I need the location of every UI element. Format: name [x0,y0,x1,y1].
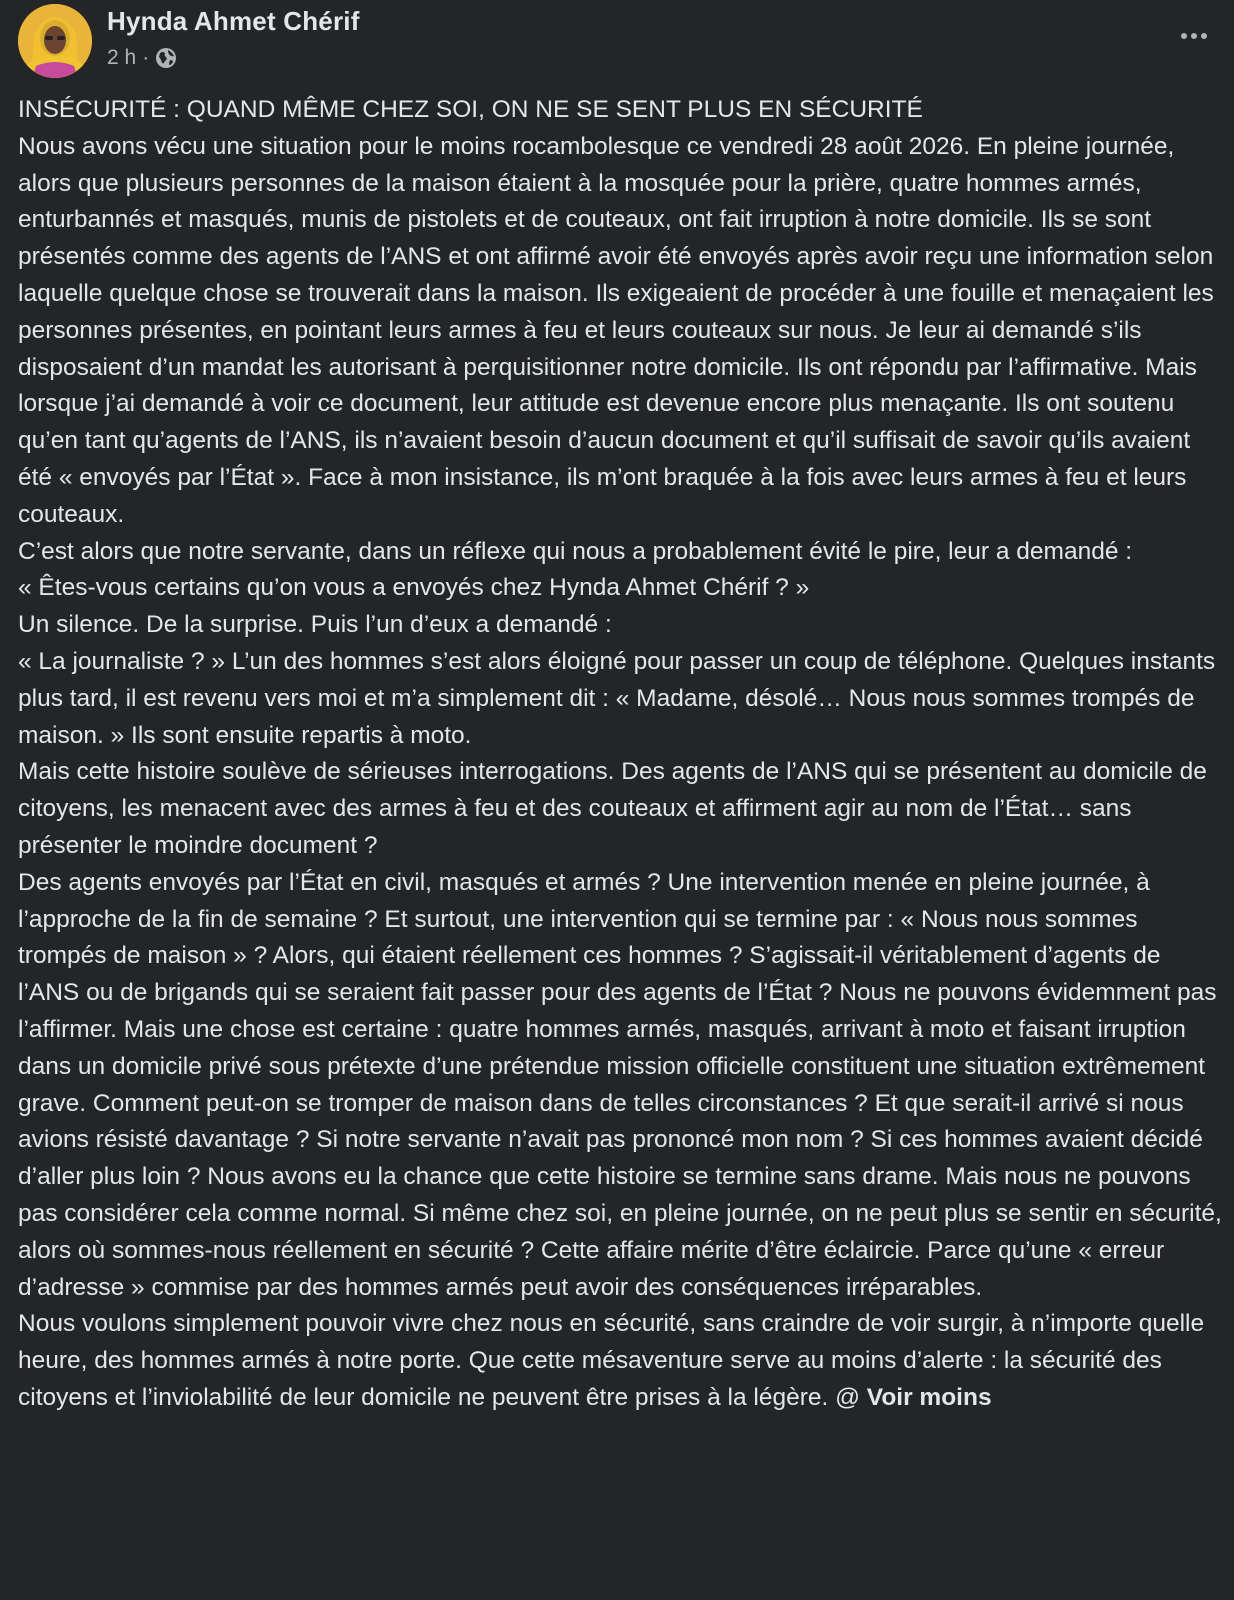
post-paragraph: Mais cette histoire soulève de sérieuses interrogations. Des agents de l’ANS qui se présentent au domicile de citoyens, les menacent avec des armes à feu et des couteaux et affirment agir au nom de l’État… sans présenter le moindre document ? [18,758,1207,859]
avatar[interactable] [18,4,92,78]
post-paragraph: « La journaliste ? » L’un des hommes s’est alors éloigné pour passer un coup de téléphone. Quelques instants plus tard, il est revenu vers moi et m’a simplement dit : « Madame, désolé… Nous nous sommes trompés de maison. » Ils sont ensuite repartis à moto. [18,647,1216,749]
post-header [0,0,1234,90]
post-paragraph: Un silence. De la surprise. Puis l’un d’eux a demandé : [18,611,612,639]
post-time[interactable]: 2 h [107,46,137,69]
post-paragraph-text: Nous voulons simplement pouvoir vivre chez nous en sécurité, sans craindre de voir surgir, à n’importe quelle heure, des hommes armés à notre porte. Que cette mésaventure serve au moins d’alerte : la sécurité des citoyens et l’inviolabilité de leur domicile ne peuvent être prises à la légère. @ [18,1310,1205,1411]
post-paragraph: Nous avons vécu une situation pour le moins rocambolesque ce vendredi 28 août 2026. En pleine journée, alors que plusieurs personnes de la maison étaient à la mosquée pour la prière, quatre hommes armés, enturbannés et masqués, munis de pistolets et de couteaux, ont fait irruption à notre domicile. Ils se sont présentés comme des agents de l’ANS et ont affirmé avoir été envoyés après avoir reçu une information selon laquelle quelque chose se trouverait dans la maison. Ils exigeaient de procéder à une fouille et menaçaient les personnes présentes, en pointant leurs armes à feu et leurs couteaux sur nous. Je leur ai demandé s’ils disposaient d’un mandat les autorisant à perquisitionner notre domicile. Ils ont répondu par l’affirmative. Mais lorsque j’ai demandé à voir ce document, leur attitude est devenue encore plus menaçante. Ils ont soutenu qu’en tant qu’agents de l’ANS, ils n’avaient besoin d’aucun document et qu’il suffisait de savoir qu’ils avaient été « envoyés par l’État ». Face à mon insistance, ils m’ont braquée à la fois avec leurs armes à feu et leurs couteaux. [18,132,1214,528]
post-heading: INSÉCURITÉ : QUAND MÊME CHEZ SOI, ON NE SE SENT PLUS EN SÉCURITÉ [18,96,923,123]
globe-icon [155,47,177,69]
meta-separator: · [142,46,150,69]
post-paragraph: Des agents envoyés par l’État en civil, masqués et armés ? Une intervention menée en pleine journée, à l’approche de la fin de semaine ? Et surtout, une intervention qui se termine par : « Nous nous sommes trompés de maison » ? Alors, qui étaient réellement ces hommes ? S’agissait-il véritablement d’agents de l’ANS ou de brigands qui se seraient fait passer pour des agents de l’État ? Nous ne pouvons évidemment pas l’affirmer. Mais une chose est certaine : quatre hommes armés, masqués, arrivant à moto et faisant irruption dans un domicile privé sous prétexte d’une prétendue mission officielle constituent une situation extrêmement grave. Comment peut-on se tromper de maison dans de telles circonstances ? Et que serait-il arrivé si nous avions résisté davantage ? Si notre servante n’avait pas prononcé mon nom ? Si ces hommes avaient décidé d’aller plus loin ? Nous avons eu la chance que cette histoire se termine sans drame. Mais nous ne pouvons pas considérer cela comme normal. Si même chez soi, en pleine journée, on ne peut plus se sentir en sécurité, alors où sommes-nous réellement en sécurité ? Cette affaire mérite d’être éclaircie. Parce qu’une « erreur d’adresse » commise par des hommes armés peut avoir des conséquences irréparables. [18,868,1222,1301]
more-options-icon [1181,33,1187,39]
avatar-image [18,4,92,78]
post-paragraph: « Êtes-vous certains qu’on vous a envoyés chez Hynda Ahmet Chérif ? » [18,574,810,602]
see-less-link[interactable]: Voir moins [866,1383,992,1411]
post-paragraph-last [18,1306,1223,1416]
author-name[interactable]: Hynda Ahmet Chérif [107,6,360,36]
post-meta [107,46,177,70]
more-options-button[interactable] [1172,22,1216,50]
post-body [18,92,1223,1417]
post-paragraph: C’est alors que notre servante, dans un réflexe qui nous a probablement évité le pire, leur a demandé : [18,537,1133,565]
